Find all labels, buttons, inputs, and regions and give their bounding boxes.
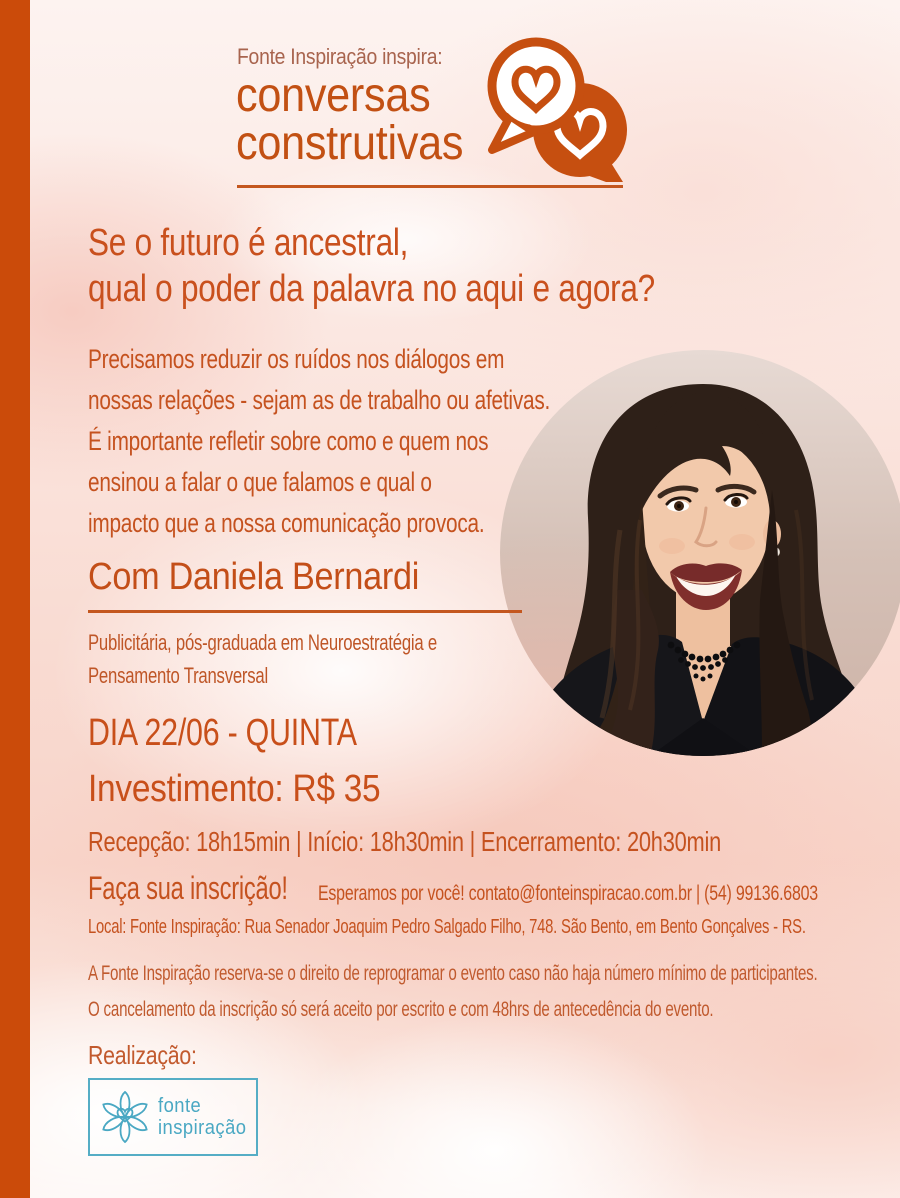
header-divider bbox=[237, 185, 623, 188]
left-accent-bar bbox=[0, 0, 30, 1198]
hero-paragraph-line1: Precisamos reduzir os ruídos nos diálogos em bbox=[88, 344, 505, 374]
header-kicker: Fonte Inspiração inspira: bbox=[237, 44, 443, 69]
footer-logo-line1: fonte bbox=[158, 1095, 202, 1117]
cta-headline: Faça sua inscrição! bbox=[88, 870, 288, 906]
disclaimer-line1: A Fonte Inspiração reserva-se o direito de reprogramar o evento caso não haja número mínimo de participantes. bbox=[88, 962, 818, 985]
lotus-heart-icon bbox=[98, 1090, 152, 1144]
event-investment: Investimento: R$ 35 bbox=[88, 768, 381, 810]
event-date: DIA 22/06 - QUINTA bbox=[88, 712, 357, 754]
hero-title-line1: Se o futuro é ancestral, bbox=[88, 222, 409, 264]
speaker-bio-line1: Publicitária, pós-graduada em Neuroestratégia e bbox=[88, 630, 437, 655]
footer-label: Realização: bbox=[88, 1040, 197, 1070]
footer-logo-line2: inspiração bbox=[158, 1117, 247, 1139]
disclaimer-line2: O cancelamento da inscrição só será aceito por escrito e com 48hrs de antecedência do evento. bbox=[88, 998, 714, 1021]
cta-location: Local: Fonte Inspiração: Rua Senador Joaquim Pedro Salgado Filho, 748. São Bento, em Bento Gonçalves - RS. bbox=[88, 916, 806, 938]
cta-contact: Esperamos por você! contato@fonteinspiracao.com.br | (54) 99136.6803 bbox=[318, 882, 818, 905]
hero-title-line2: qual o poder da palavra no aqui e agora? bbox=[88, 268, 655, 310]
wordmark-line2: construtivas bbox=[236, 117, 464, 170]
speaker-bio-line2: Pensamento Transversal bbox=[88, 663, 268, 688]
hero-paragraph-line2: nossas relações - sejam as de trabalho ou afetivas. bbox=[88, 385, 551, 415]
speaker-name: Com Daniela Bernardi bbox=[88, 556, 420, 598]
chat-hearts-icon bbox=[478, 24, 634, 182]
hero-paragraph-line4: ensinou a falar o que falamos e qual o bbox=[88, 467, 432, 497]
event-schedule: Recepção: 18h15min | Início: 18h30min | Encerramento: 20h30min bbox=[88, 826, 722, 857]
wordmark-line1: conversas bbox=[236, 69, 431, 122]
fonte-inspiracao-logo bbox=[88, 1078, 258, 1156]
hero-paragraph-line3: É importante refletir sobre como e quem nos bbox=[88, 426, 489, 456]
speaker-divider bbox=[88, 610, 522, 613]
speaker-photo bbox=[500, 350, 900, 756]
hero-paragraph-line5: impacto que a nossa comunicação provoca. bbox=[88, 508, 485, 538]
